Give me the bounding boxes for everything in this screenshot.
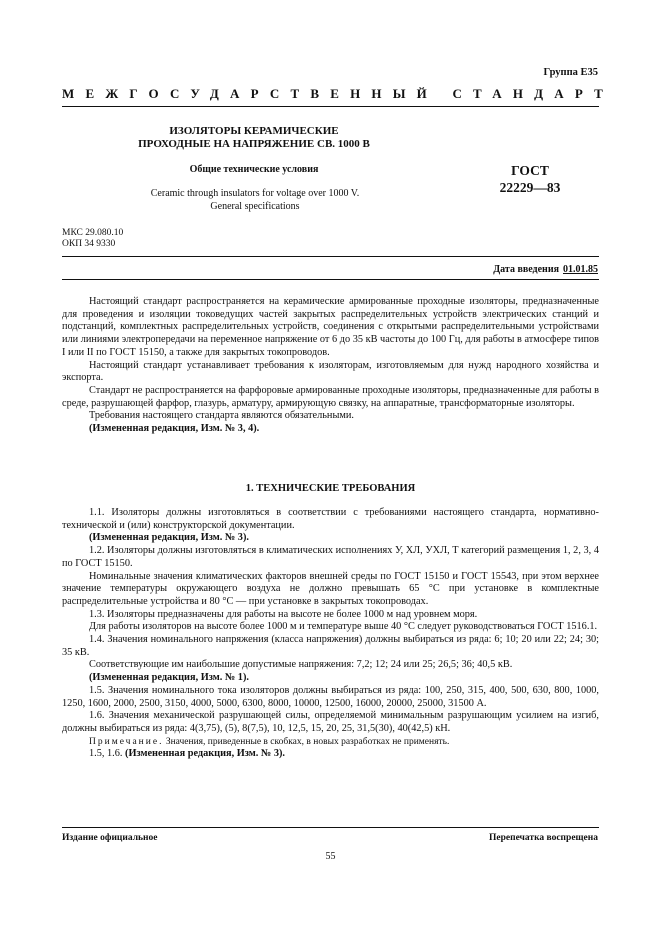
gost-designation bbox=[460, 162, 600, 196]
document-title bbox=[118, 125, 390, 151]
clause-1-6: 1.6. Значения механической разрушающей силы, определяемой минимальным разрушающим усилием на изгиб, должны выбираться из ряда: 4(3,75), (5), 8(7,5), 10, 12,5, 15, 20, 25, 31,5(30), 40(42,5) кН. bbox=[62, 710, 599, 734]
english-title bbox=[100, 187, 410, 213]
clause-1-4-edit: (Измененная редакция, Изм. № 1). bbox=[89, 672, 249, 684]
clause-1-4: 1.4. Значения номинального напряжения (класса напряжения) должны выбираться из ряда: 6; 10; 20 или 22; 24; 30; 35 кВ. bbox=[62, 634, 599, 658]
clause-1-1: 1.1. Изоляторы должны изготовляться в соответствии с требованиями настоящего стандарта, нормативно-технической и (или) конструкторской документации. bbox=[62, 507, 599, 531]
clause-1-4-continued: Соответствующие им наибольшие допустимые напряжения: 7,2; 12; 24 или 25; 26,5; 36; 40,5 кВ. bbox=[89, 659, 513, 671]
classification-codes bbox=[62, 228, 123, 250]
banner-interstate-standard: МЕЖГОСУДАРСТВЕННЫЙ СТАНДАРТ bbox=[62, 86, 615, 101]
date-rule-top bbox=[62, 256, 599, 257]
intro-date-label: Дата введения bbox=[493, 264, 559, 275]
okp-code: ОКП 34 9330 bbox=[62, 239, 116, 249]
clause-1-2: 1.2. Изоляторы должны изготовляться в климатических исполнениях У, ХЛ, УХЛ, Т категорий размещения 1, 2, 3, 4 по ГОСТ 15150. bbox=[62, 545, 599, 569]
clause-1-5-1-6-edit bbox=[62, 748, 599, 761]
clause-1-5: 1.5. Значения номинального тока изоляторов должны выбираться из ряда: 100, 250, 315, 400, 500, 630, 800, 1000, 1250, 1600, 2000, 2500, 3150, 4000, 5000, 6300, 8000, 10000, 12500, 16000, 20000, 25000, 31500 А. bbox=[62, 684, 599, 709]
clause-1-3-continued: Для работы изоляторов на высоте более 1000 м и температуре выше 40 °С следует руководствоваться ГОСТ 1516.1. bbox=[89, 621, 598, 633]
edit-text: (Измененная редакция, Изм. № 3). bbox=[125, 748, 285, 760]
group-code: Группа Е35 bbox=[543, 67, 598, 78]
english-title-line-2: General specifications bbox=[210, 201, 300, 212]
title-line-1: ИЗОЛЯТОРЫ КЕРАМИЧЕСКИЕ bbox=[169, 125, 339, 137]
footer-reprint-prohibited: Перепечатка воспрещена bbox=[488, 833, 598, 843]
title-line-2: ПРОХОДНЫЕ НА НАПРЯЖЕНИЕ СВ. 1000 В bbox=[138, 138, 370, 150]
intro-paragraph: Требования настоящего стандарта являются обязательными. bbox=[89, 410, 354, 422]
intro-date-value: 01.01.85 bbox=[563, 264, 598, 275]
page-number: 55 bbox=[325, 851, 336, 862]
clause-1-3: 1.3. Изоляторы предназначены для работы на высоте не более 1000 м над уровнем моря. bbox=[89, 608, 478, 620]
intro-edit-note: (Измененная редакция, Изм. № 3, 4). bbox=[89, 423, 260, 435]
clause-1-1-edit: (Измененная редакция, Изм. № 3). bbox=[89, 532, 249, 544]
header-rule bbox=[62, 106, 599, 107]
section-heading: 1. ТЕХНИЧЕСКИЕ ТРЕБОВАНИЯ bbox=[245, 483, 416, 494]
intro-paragraph: Настоящий стандарт устанавливает требования к изоляторам, изготовляемым для нужд народного хозяйства и экспорта. bbox=[62, 359, 599, 384]
mks-code: МКС 29.080.10 bbox=[62, 228, 124, 238]
note-label: Примечание. bbox=[89, 736, 164, 747]
gost-number: 22229—83 bbox=[499, 180, 561, 195]
date-rule-bottom bbox=[62, 279, 599, 280]
english-title-line-1: Ceramic through insulators for voltage over 1000 V. bbox=[150, 188, 360, 199]
intro-paragraph: Стандарт не распространяется на фарфоровые армированные проходные изоляторы, предназначенные для работы в среде, разрушающей фарфор, глазурь, арматуру, армирующую связку, на аппаратные, трансформаторные изоляторы. bbox=[62, 384, 599, 409]
introduction-block bbox=[62, 296, 599, 436]
clause-note bbox=[62, 736, 599, 749]
footer-rule bbox=[62, 827, 599, 828]
section-1-body bbox=[62, 507, 599, 761]
note-text: Значения, приведенные в скобках, в новых разработках не применять. bbox=[165, 736, 450, 747]
clause-1-2-continued: Номинальные значения климатических факторов внешней среды по ГОСТ 15150 и ГОСТ 15543, при этом верхнее значение температуры окружающего воздуха не должно превышать 65 °С при установке в комплектные распределительные устройства и 80 °С — при установке в закрытых токопроводах. bbox=[62, 570, 599, 607]
introduction-date bbox=[493, 264, 598, 275]
gost-label: ГОСТ bbox=[511, 163, 549, 178]
footer-official-edition: Издание официальное bbox=[62, 833, 158, 843]
intro-paragraph: Настоящий стандарт распространяется на керамические армированные проходные изоляторы, предназначенные для проведения и изоляции токоведущих частей закрытых распределительных устройств электрических станций и подстанций, комплектных распределительных устройств, соединения с открытыми распределительными устройствами или линиями электропередачи на переменное напряжение от 6 до 35 кВ частоты до 100 Гц, для работы в атмосфере типов I или II по ГОСТ 15150, а также для закрытых токопроводов. bbox=[62, 296, 599, 358]
subtitle: Общие технические условия bbox=[189, 164, 319, 175]
edit-prefix: 1.5, 1.6. bbox=[89, 748, 123, 760]
